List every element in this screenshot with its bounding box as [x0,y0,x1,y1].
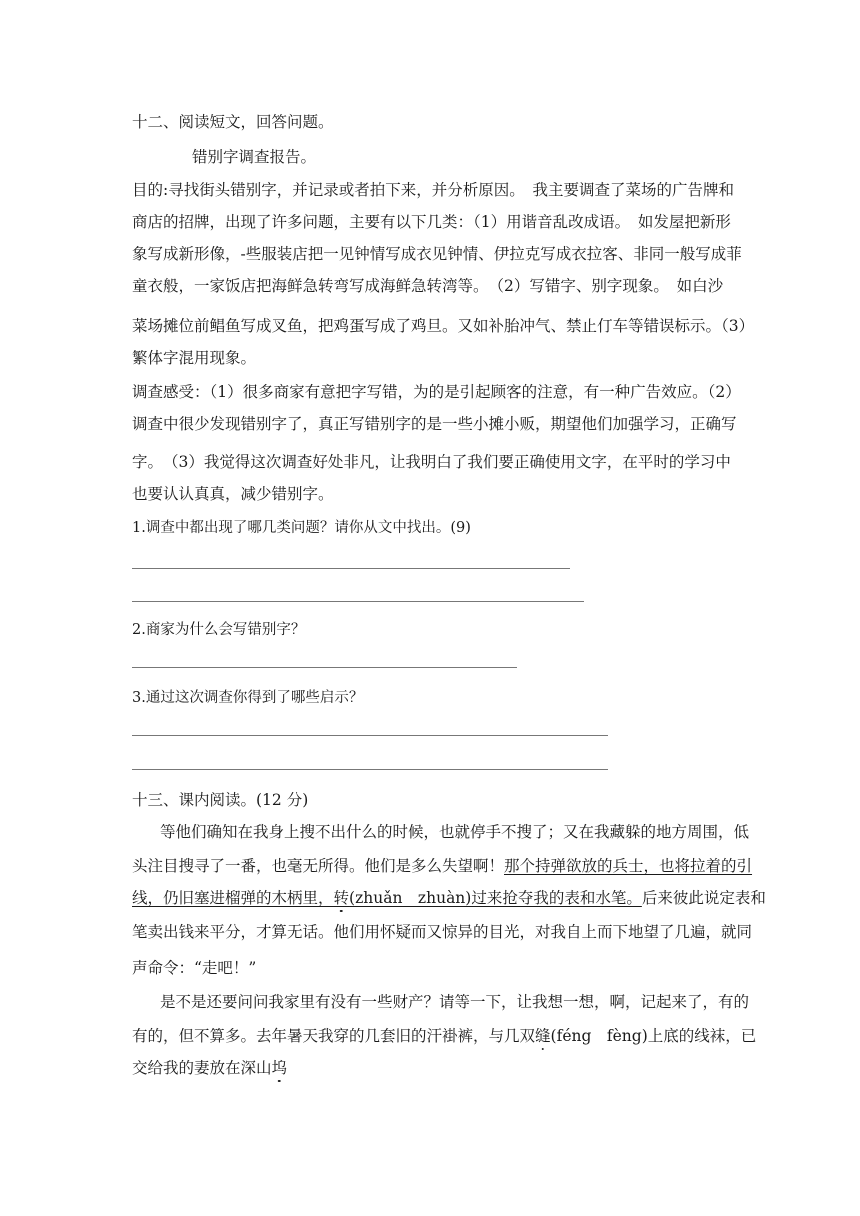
article-line-3: 象写成新形像，-些服装店把一见钟情写成衣见钟情、伊拉克写成衣拉客、非同一般写成菲 [132,245,742,263]
passage-line-3 [132,888,766,908]
dotted-character: 转 [333,889,350,907]
article-line-9: 字。 （3）我觉得这次调查好处非凡，让我明白了我们要正确使用文字，在平时的学习中 [132,453,731,471]
section-12-heading: 十二、阅读短文，回答问题。 [132,113,334,131]
article-line-5: 菜场摊位前鲳鱼写成叉鱼，把鸡蛋写成了鸡旦。又如补胎冲气、禁止仃车等错误标示。（3） [132,317,755,335]
section-13-heading: 十三、课内阅读。(12 分) [132,791,309,809]
question-3: 3.通过这次调查你得到了哪些启示？ [132,690,364,706]
article-line-8: 调查中很少发现错别字了，真正写错别字的是一些小摊小贩，期望他们加强学习，正确写 [132,415,737,433]
article-title: 错别字调查报告。 [192,148,317,166]
underlined-sentence: 线，仍旧塞进榴弹的木柄里， [132,889,334,907]
article-line-4: 童衣般，一家饭店把海鲜急转弯写成海鲜急转湾等。 （2）写错字、别字现象。 如白沙 [132,277,724,295]
passage-line-8 [132,1058,287,1078]
pronunciation-choice: (féng fèng)上底的线袜，已 [550,1027,757,1045]
answer-line[interactable] [132,735,608,736]
answer-line[interactable] [132,769,608,770]
question-2: 2.商家为什么会写错别字？ [132,622,306,638]
passage-line-7 [132,1026,756,1046]
passage-text: 有的，但不算多。去年暑天我穿的几套旧的汗褂裤，与几双 [132,1027,536,1045]
answer-line[interactable] [132,667,517,668]
passage-line-6: 是不是还要问问我家里有没有一些财产？请等一下，让我想一想，啊，记起来了，有的 [160,993,750,1011]
article-line-7: 调查感受：（1）很多商家有意把字写错，为的是引起顾客的注意，有一种广告效应。（2） [132,383,741,401]
article-line-1: 目的:寻找街头错别字，并记录或者拍下来，并分析原因。 我主要调查了菜场的广告牌和 [132,181,734,199]
answer-line[interactable] [132,601,584,602]
answer-line[interactable] [132,568,570,569]
passage-text: 后来彼此说定表和 [641,889,766,907]
passage-text: 交给我的妻放在深山 [132,1059,272,1077]
passage-line-4: 笔卖出钱来平分，才算无话。他们用怀疑而又惊异的目光，对我自上而下地望了几遍，就同 [132,923,753,941]
passage-line-5: 声命令：“走吧！” [132,959,257,977]
article-line-6: 繁体字混用现象。 [132,349,257,367]
passage-line-1: 等他们确知在我身上搜不出什么的时候，也就停手不搜了；又在我藏躲的地方周围，低 [160,823,750,841]
underlined-sentence: 那个持弹欲放的兵士，也将拉着的引 [504,857,753,875]
dotted-character: 坞 [271,1059,288,1077]
article-line-10: 也要认认真真，减少错别字。 [132,485,334,503]
article-line-2: 商店的招牌，出现了许多问题，主要有以下几类：（1）用谐音乱改成语。 如发屋把新形 [132,213,731,231]
passage-text: 头注目搜寻了一番，也毫无所得。他们是多么失望啊！ [132,857,505,875]
question-1: 1.调查中都出现了哪几类问题？请你从文中找出。(9) [132,520,471,536]
dotted-character: 缝 [535,1027,551,1045]
passage-line-2 [132,856,752,876]
pronunciation-choice: (zhuǎn zhuàn)过来抢夺我的表和水笔。 [349,889,642,907]
